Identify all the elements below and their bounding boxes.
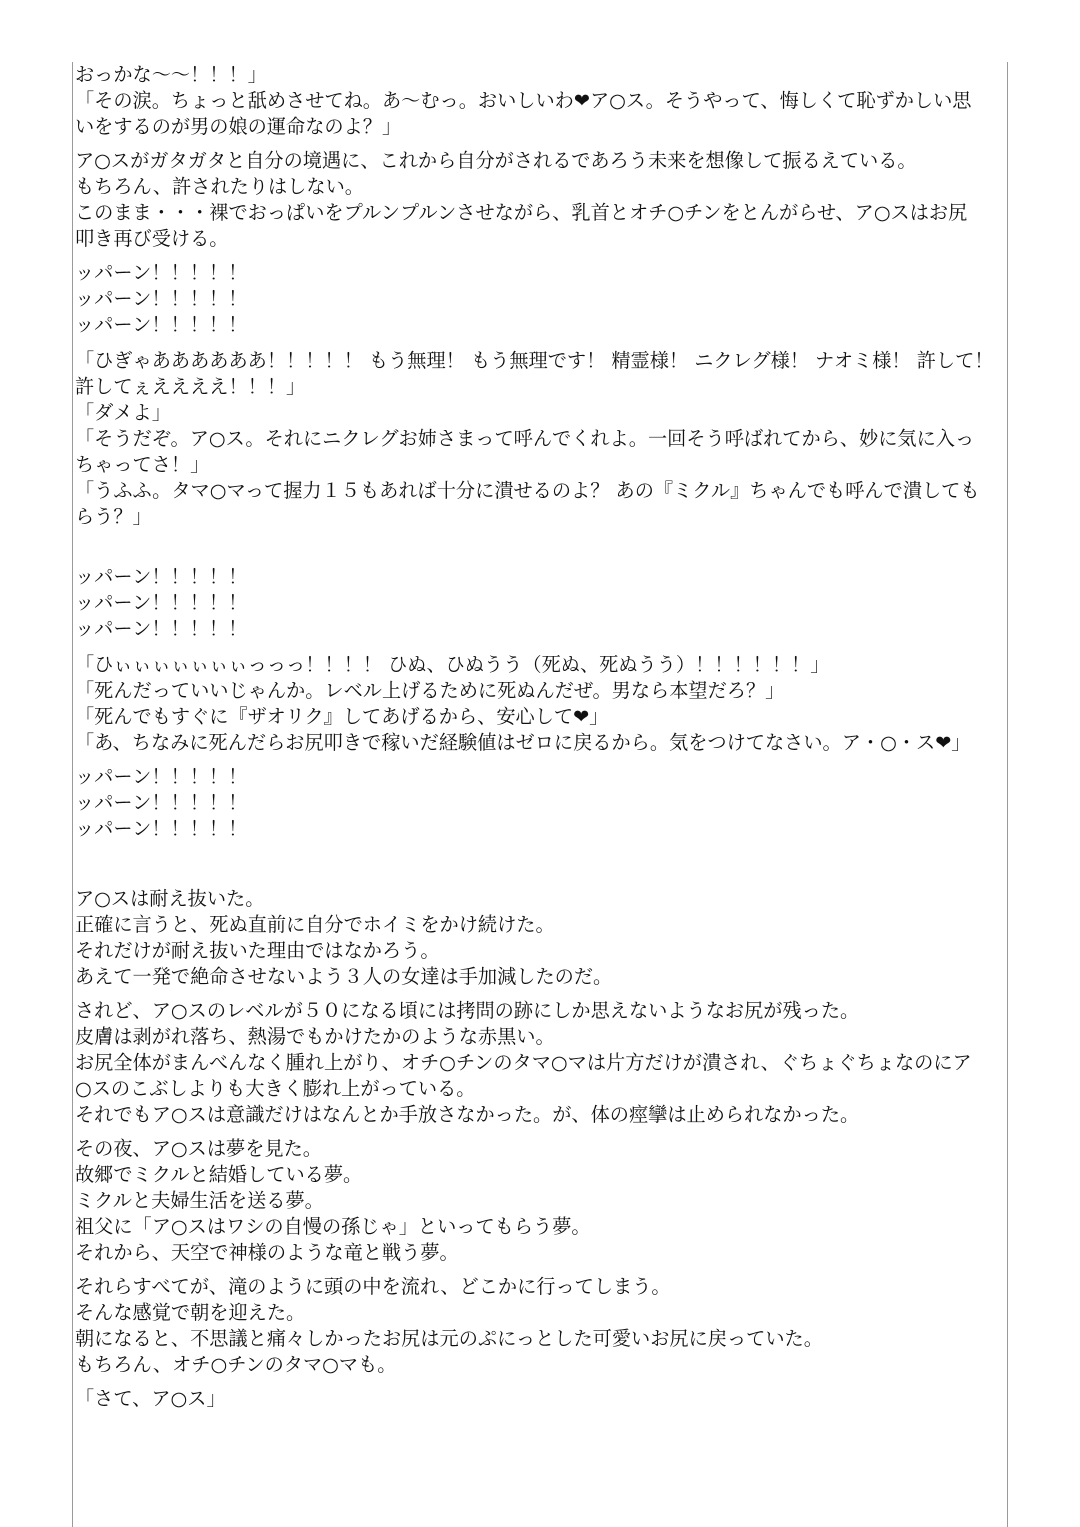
text-line: ッパーン！！！！！: [75, 287, 248, 310]
text-line: らう？」: [75, 505, 152, 528]
text-line: お尻全体がまんべんなく腫れ上がり、オチ○チンのタマ○マは片方だけが潰され、ぐちょぐちょなのにア: [75, 1051, 972, 1074]
text-line: それでもア○スは意識だけはなんとか手放さなかった。が、体の痙攣は止められなかった。: [75, 1103, 860, 1126]
paragraph: [75, 764, 1007, 842]
text-line: 叩き再び受ける。: [75, 227, 229, 250]
text-line: いをするのが男の娘の運命なのよ？」: [75, 115, 402, 138]
text-line: ア○スは耐え抜いた。: [75, 887, 265, 910]
paragraph-gap: [75, 252, 1007, 260]
paragraph: [75, 148, 1007, 252]
text-line: ッパーン！！！！！: [75, 313, 248, 336]
paragraph-gap: [75, 1378, 1007, 1386]
text-line: その夜、ア○スは夢を見た。: [75, 1137, 322, 1160]
text-line: ッパーン！！！！！: [75, 617, 248, 640]
paragraph: [75, 1386, 1007, 1412]
paragraph-gap: [75, 1266, 1007, 1274]
paragraph-gap: [75, 756, 1007, 764]
paragraph-gap: [75, 338, 1007, 348]
text-line: 「その涙。ちょっと舐めさせてね。あ～むっ。おいしいわ❤ア○ス。そうやって、悔しくて恥ずかしい思: [75, 89, 972, 112]
text-line: 祖父に「ア○スはワシの自慢の孫じゃ」といってもらう夢。: [75, 1215, 591, 1238]
text-line: ッパーン！！！！！: [75, 591, 248, 614]
text-line: おっかな～～！！！」: [75, 63, 267, 86]
paragraph-gap: [75, 530, 1007, 564]
text-line: 故郷でミクルと結婚している夢。: [75, 1163, 363, 1186]
text-line: ッパーン！！！！！: [75, 817, 248, 840]
text-line: あえて一発で絶命させないよう３人の女達は手加減したのだ。: [75, 965, 613, 988]
text-line: 「死んだっていいじゃんか。レベル上げるために死ぬんだぜ。男なら本望だろ？」: [75, 679, 785, 702]
paragraph-gap: [75, 842, 1007, 886]
document-page: [72, 62, 1008, 1527]
text-line: もちろん、オチ○チンのタマ○マも。: [75, 1353, 397, 1376]
text-line: 「ひぃぃぃぃぃぃぃっっっ！！！！ ひぬ、ひぬうう（死ぬ、死ぬうう）！！！！！！」: [75, 653, 830, 676]
text-line: ッパーン！！！！！: [75, 261, 248, 284]
paragraph: [75, 886, 1007, 990]
text-line: されど、ア○スのレベルが５０になる頃には拷問の跡にしか思えないようなお尻が残った。: [75, 999, 860, 1022]
text-line: 「うふふ。タマ○マって握力１５もあれば十分に潰せるのよ？ あの『ミクル』ちゃんでも呼んで潰しても: [75, 479, 980, 502]
text-line: 「ひぎゃああああああ！！！！！ もう無理！ もう無理です！ 精霊様！ ニクレグ様！ ナオミ様！ 許して！: [75, 349, 994, 372]
text-line: それらすべてが、滝のように頭の中を流れ、どこかに行ってしまう。: [75, 1275, 671, 1298]
paragraph-gap: [75, 990, 1007, 998]
text-line: ッパーン！！！！！: [75, 765, 248, 788]
text-line: このまま・・・裸でおっぱいをプルンプルンさせながら、乳首とオチ○チンをとんがらせ、ア○スはお尻: [75, 201, 968, 224]
text-line: もちろん、許されたりはしない。: [75, 175, 364, 198]
text-line: 「死んでもすぐに『ザオリク』してあげるから、安心して❤」: [75, 705, 609, 728]
text-line: そんな感覚で朝を迎えた。: [75, 1301, 306, 1324]
text-line: それだけが耐え抜いた理由ではなかろう。: [75, 939, 440, 962]
text-line: 「さて、ア○ス」: [75, 1387, 226, 1410]
text-line: ○スのこぶしよりも大きく膨れ上がっている。: [75, 1077, 476, 1100]
text-line: 許してぇええええ！！！」: [75, 375, 306, 398]
paragraph-gap: [75, 140, 1007, 148]
paragraph: [75, 62, 1007, 140]
paragraph-gap: [75, 1128, 1007, 1136]
text-line: ッパーン！！！！！: [75, 565, 248, 588]
document-body: [75, 62, 1007, 1412]
text-line: それから、天空で神様のような竜と戦う夢。: [75, 1241, 459, 1264]
text-line: ッパーン！！！！！: [75, 791, 248, 814]
paragraph: [75, 1274, 1007, 1378]
text-line: 「そうだぞ。ア○ス。それにニクレグお姉さまって呼んでくれよ。一回そう呼ばれてから、妙に気に入っ: [75, 427, 975, 450]
text-line: 朝になると、不思議と痛々しかったお尻は元のぷにっとした可愛いお尻に戻っていた。: [75, 1327, 823, 1350]
text-line: 皮膚は剥がれ落ち、熱湯でもかけたかのような赤黒い。: [75, 1025, 555, 1048]
text-line: 「あ、ちなみに死んだらお尻叩きで稼いだ経験値はゼロに戻るから。気をつけてなさい。ア・○・ス❤」: [75, 731, 971, 754]
paragraph-gap: [75, 642, 1007, 652]
text-line: 「ダメよ」: [75, 401, 171, 424]
paragraph: [75, 260, 1007, 338]
text-line: 正確に言うと、死ぬ直前に自分でホイミをかけ続けた。: [75, 913, 555, 936]
paragraph: [75, 348, 1007, 530]
paragraph: [75, 564, 1007, 642]
text-line: ミクルと夫婦生活を送る夢。: [75, 1189, 324, 1212]
paragraph: [75, 652, 1007, 756]
text-line: ア○スがガタガタと自分の境遇に、これから自分がされるであろう未来を想像して振るえている。: [75, 149, 917, 172]
paragraph: [75, 1136, 1007, 1266]
text-line: ちゃってさ！」: [75, 453, 210, 476]
paragraph: [75, 998, 1007, 1128]
